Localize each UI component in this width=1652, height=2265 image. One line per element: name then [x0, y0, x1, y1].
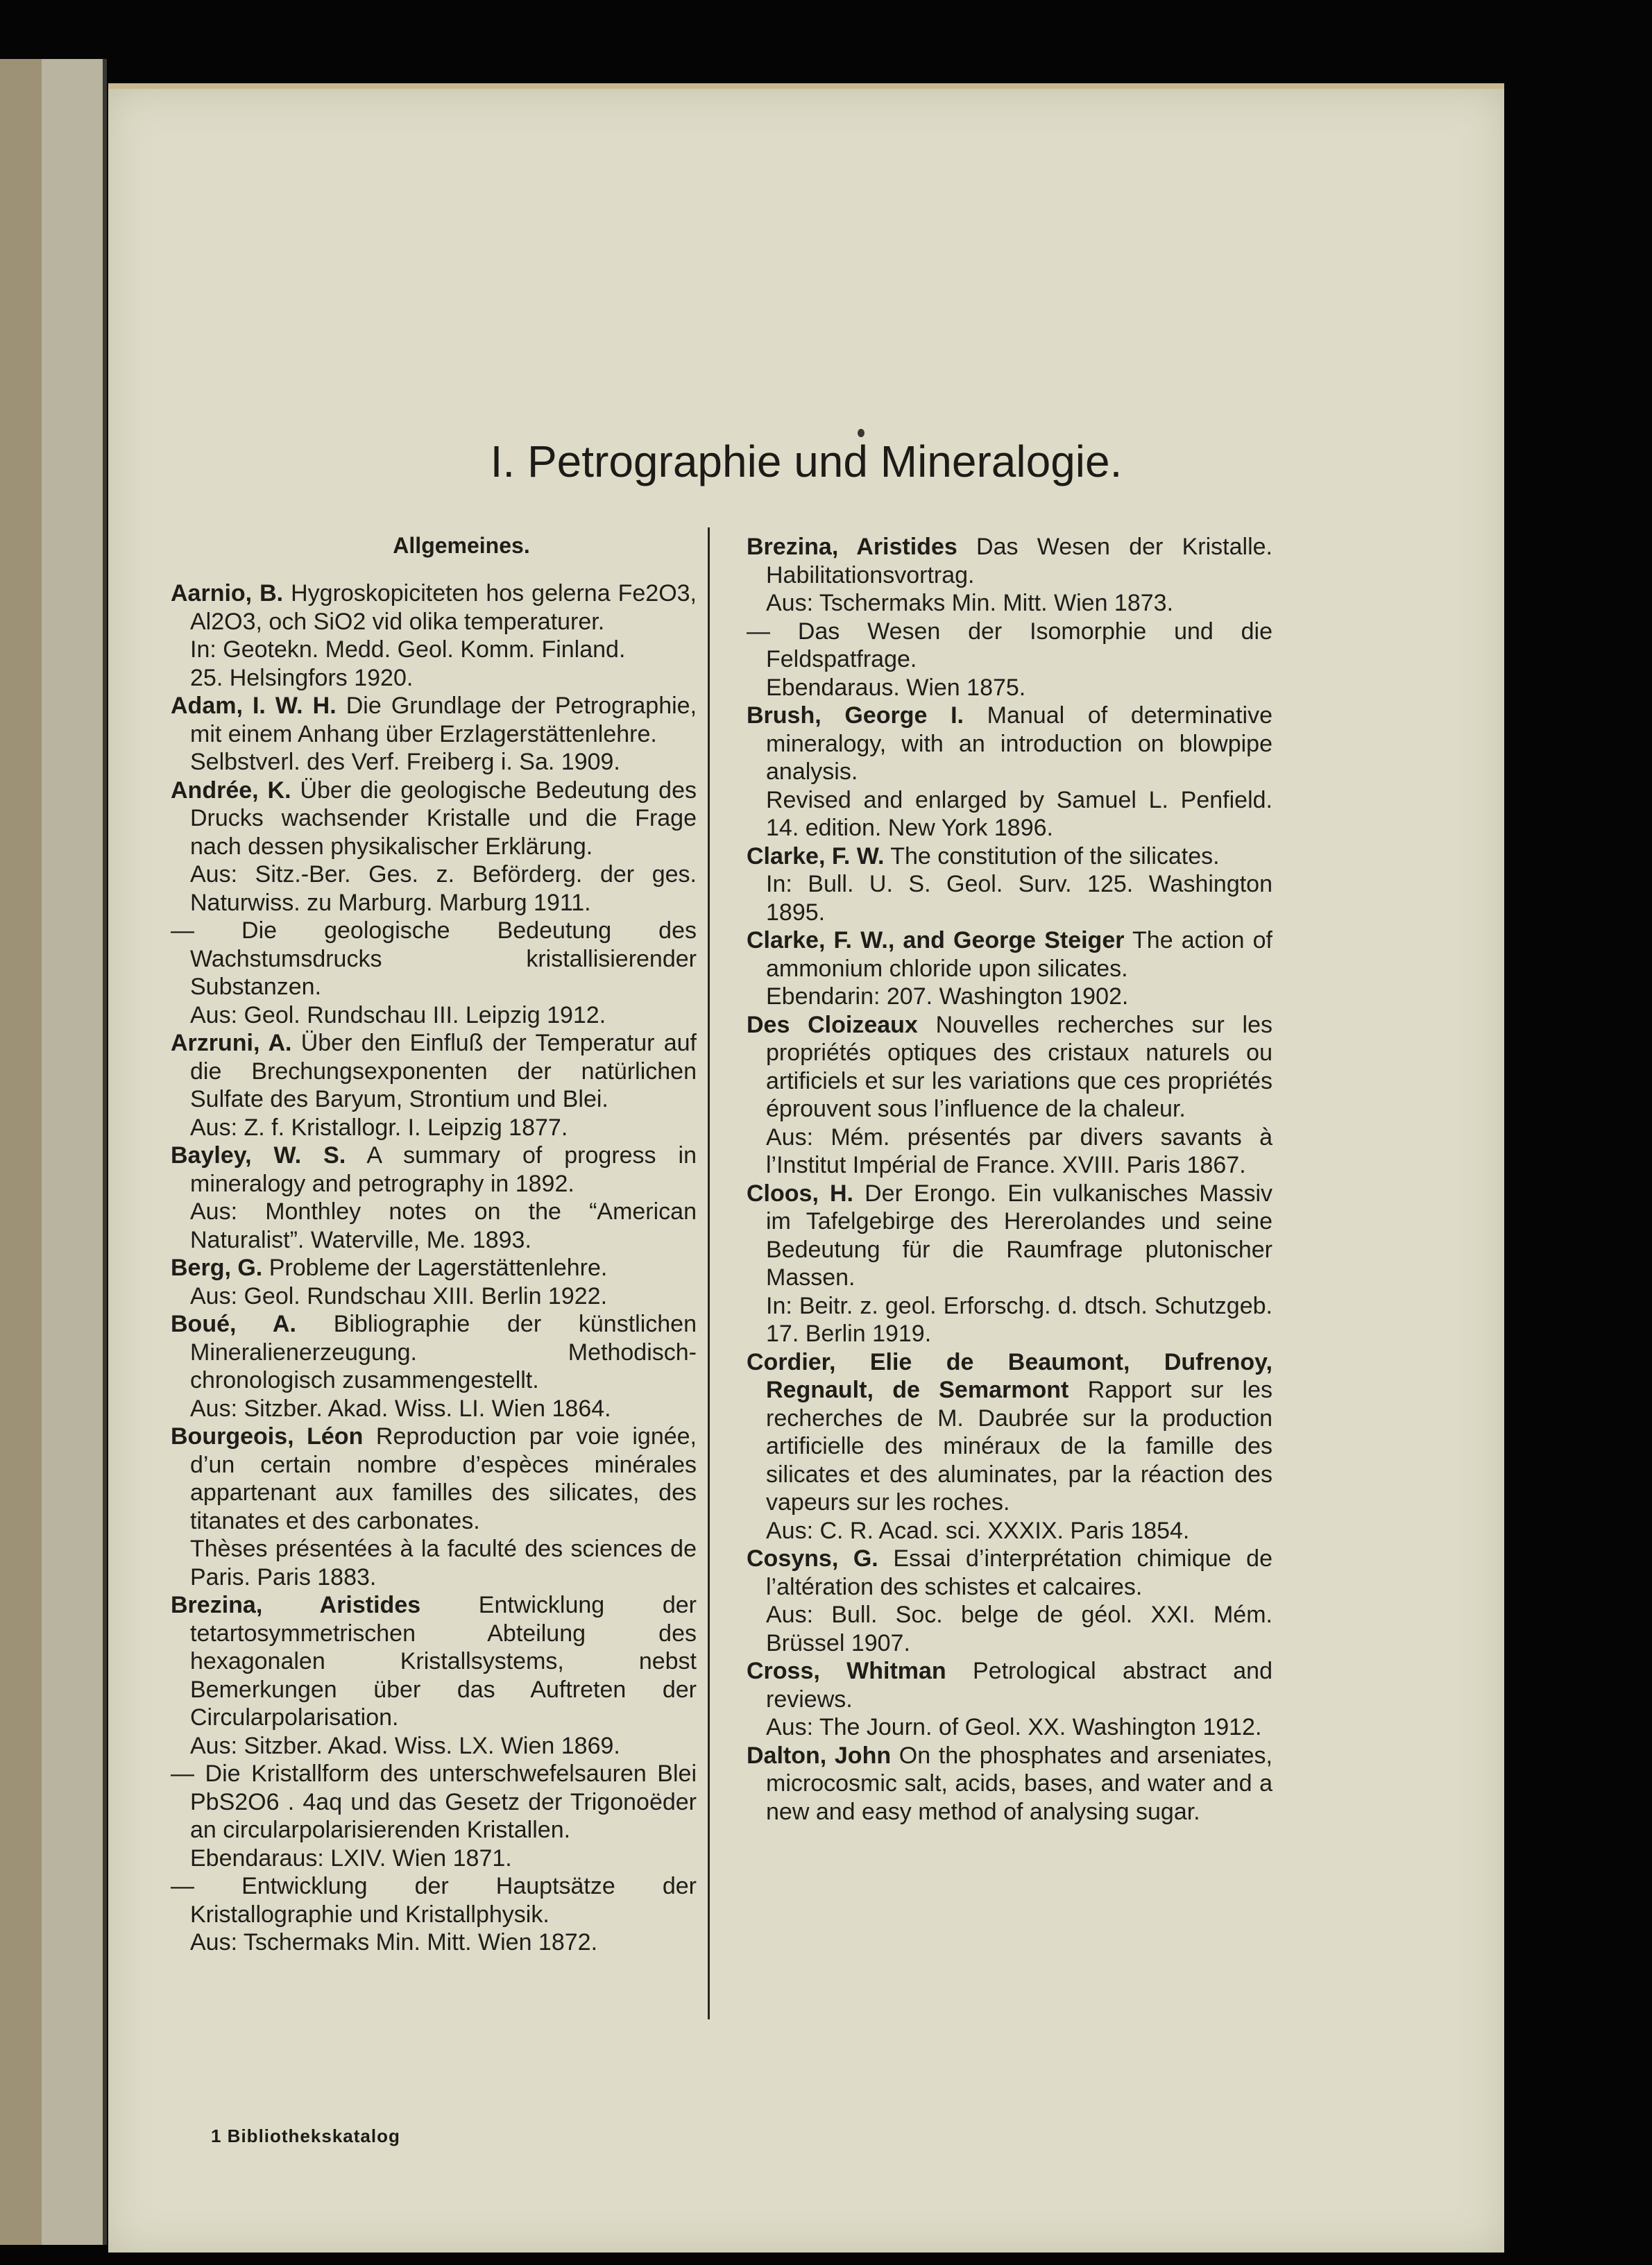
entry-author: Adam, I. W. H.: [171, 693, 337, 719]
entry-author: Cloos, H.: [747, 1180, 854, 1207]
section-title: Allgemeines.: [393, 533, 530, 558]
bibliography-entry: [747, 618, 1272, 702]
column-divider: [708, 527, 710, 2019]
entry-title: Rapport sur les recherches de M. Daubrée sur la production artificielle des minéraux de la famille des silicates et des aluminates, par la réaction des vapeurs sur les roches.: [766, 1377, 1272, 1516]
bibliography-entry: [747, 1180, 1272, 1348]
entry-source: Aus: Sitzber. Akad. Wiss. LX. Wien 1869.: [190, 1732, 620, 1759]
left-column: [171, 533, 697, 1957]
entry-author: Brezina, Aristides: [747, 534, 957, 560]
entry-author: Berg, G.: [171, 1255, 263, 1281]
entry-source: Aus: Bull. Soc. belge de géol. XXI. Mém. Brüssel 1907.: [766, 1602, 1272, 1656]
bibliography-entry: [171, 1310, 697, 1423]
entry-title: — Die Kristallform des unterschwefelsauren Blei PbS2O6 . 4aq und das Gesetz der Trigonoëder an circularpolarisierenden Kristallen.: [171, 1761, 697, 1843]
entry-author: Cordier, Elie de Beaumont, Dufrenoy, Regnault, de Semarmont: [747, 1348, 1272, 1403]
entry-author: Bourgeois, Léon: [171, 1423, 364, 1450]
entry-title: Hygroskopiciteten hos gelerna: [291, 580, 618, 606]
entry-title: The action of ammonium chloride upon silicates.: [766, 927, 1273, 982]
entry-source: Aus: Sitz.-Ber. Ges. z. Beförderg. der ges. Naturwiss. zu Marburg. Marburg 1911.: [190, 861, 697, 916]
right-entries: [747, 533, 1272, 1826]
bibliography-entry: [171, 1029, 697, 1142]
bibliography-entry: [747, 842, 1272, 927]
page: [108, 89, 1504, 2253]
bibliography-entry: [171, 1423, 697, 1591]
entry-title: Bibliographie der künstlichen Mineralienerzeugung. Methodisch-chronologisch zusammengestellt.: [190, 1311, 697, 1393]
bibliography-entry: [747, 1545, 1272, 1657]
entry-title: — Das Wesen der Isomorphie und die Feldspatfrage.: [747, 618, 1272, 672]
entry-title: — Entwicklung der Hauptsätze der Kristallographie und Kristallphysik.: [171, 1873, 697, 1928]
entry-source: Thèses présentées à la faculté des sciences de Paris. Paris 1883.: [190, 1536, 697, 1590]
bibliography-entry: [171, 1142, 697, 1254]
entry-title: Petrological abstract and reviews.: [766, 1658, 1272, 1713]
entry-source: Aus: Tschermaks Min. Mitt. Wien 1872.: [190, 1929, 598, 1956]
entry-source: In: Beitr. z. geol. Erforschg. d. dtsch. Schutzgeb. 17. Berlin 1919.: [766, 1292, 1272, 1347]
entry-author: Cosyns, G.: [747, 1545, 878, 1572]
bibliography-entry: [171, 1760, 697, 1872]
bibliography-entry: [171, 1254, 697, 1310]
entry-title: The constitution of the silicates.: [890, 842, 1220, 869]
entry-author: Bayley, W. S.: [171, 1142, 346, 1169]
entry-source: Aus: Geol. Rundschau XIII. Berlin 1922.: [190, 1282, 608, 1309]
entry-title: Fe2O3, Al2O3, och SiO2 vid olika temperaturer.: [190, 580, 697, 635]
page-footer: 1 Bibliothekskatalog: [211, 2126, 400, 2146]
entry-source: Revised and enlarged by Samuel L. Penfield. 14. edition. New York 1896.: [766, 786, 1272, 841]
entry-source: In: Geotekn. Medd. Geol. Komm. Finland.: [190, 636, 626, 663]
bibliography-entry: [747, 1657, 1272, 1742]
book-spine: [0, 59, 42, 2245]
entry-author: Clarke, F. W.: [747, 842, 885, 869]
entry-title: — Die geologische Bedeutung des Wachstumsdrucks kristallisierender Substanzen.: [171, 917, 697, 1000]
entry-source: Aus: Z. f. Kristallogr. I. Leipzig 1877.: [190, 1114, 568, 1141]
entry-title: Entwicklung der tetartosymmetrischen Abteilung des hexagonalen Kristallsystems, nebst Bemerkungen über das Auftreten der Circularpolarisation.: [190, 1592, 697, 1731]
entry-author: Boué, A.: [171, 1311, 296, 1337]
entry-source: Aus: C. R. Acad. sci. XXXIX. Paris 1854.: [766, 1517, 1190, 1544]
entry-title: Probleme der Lagerstättenlehre.: [269, 1255, 608, 1281]
entry-title: Nouvelles recherches sur les propriétés optiques des cristaux naturels ou artificiels et sur les variations que ces propriétés éprouvent sous l’influence de la chaleur.: [766, 1011, 1272, 1122]
entry-source: Ebendaraus: LXIV. Wien 1871.: [190, 1844, 512, 1872]
entry-author: Arzruni, A.: [171, 1030, 292, 1056]
bibliography-entry: [171, 1872, 697, 1957]
bibliography-entry: [171, 692, 697, 777]
entry-title: Über die geologische Bedeutung des Drucks wachsender Kristalle und die Frage nach dessen physikalischer Erklärung.: [190, 777, 697, 860]
bibliography-entry: [171, 1591, 697, 1760]
entry-source: In: Bull. U. S. Geol. Surv. 125. Washington 1895.: [766, 871, 1272, 926]
entry-author: Brezina, Aristides: [171, 1592, 421, 1618]
entry-title: Essai d’interprétation chimique de l’altération des schistes et calcaires.: [766, 1545, 1272, 1600]
bibliography-entry: [171, 777, 697, 917]
entry-source: Aus: Mém. présentés par divers savants à l’Institut Impérial de France. XVIII. Paris 1867.: [766, 1123, 1272, 1178]
entry-source: Aus: The Journ. of Geol. XX. Washington 1912.: [766, 1714, 1262, 1740]
bibliography-entry: [747, 702, 1272, 842]
entry-source: Aus: Tschermaks Min. Mitt. Wien 1873.: [766, 590, 1174, 616]
bibliography-entry: [747, 533, 1272, 618]
entry-title: Manual of determinative mineralogy, with an introduction on blowpipe analysis.: [766, 702, 1272, 785]
entry-author: Brush, George I.: [747, 702, 964, 729]
page-heading: I. Petrographie und Mineralogie.: [490, 436, 1123, 486]
entry-title: A summary of progress in mineralogy and petrography in 1892.: [190, 1142, 697, 1197]
entry-source: Selbstverl. des Verf. Freiberg i. Sa. 1909.: [190, 749, 620, 775]
bibliography-entry: [747, 1742, 1272, 1826]
entry-source: Ebendarin: 207. Washington 1902.: [766, 983, 1129, 1010]
entry-title: Die Grundlage der Petrographie, mit einem Anhang über Erzlagerstättenlehre.: [190, 693, 697, 747]
bibliography-entry: [747, 1348, 1272, 1545]
entry-author: Aarnio, B.: [171, 580, 284, 606]
entry-title: Das Wesen der Kristalle. Habilitationsvortrag.: [766, 534, 1272, 588]
bibliography-entry: [171, 579, 697, 692]
entry-source: Aus: Geol. Rundschau III. Leipzig 1912.: [190, 1001, 606, 1028]
bibliography-entry: [171, 917, 697, 1029]
entry-source: Ebendaraus. Wien 1875.: [766, 674, 1026, 701]
entry-author: Dalton, John: [747, 1742, 892, 1769]
bibliography-entry: [747, 926, 1272, 1011]
entry-author: Andrée, K.: [171, 777, 291, 804]
entry-source: Aus: Sitzber. Akad. Wiss. LI. Wien 1864.: [190, 1395, 611, 1422]
right-column: [747, 533, 1272, 1826]
entry-source: 25. Helsingfors 1920.: [190, 664, 414, 691]
entry-author: Cross, Whitman: [747, 1658, 946, 1684]
entry-title: Über den Einfluß der Temperatur auf die Brechungsexponenten der natürlichen Sulfate des Baryum, Strontium und Blei.: [190, 1030, 697, 1112]
left-entries: [171, 579, 697, 1957]
entry-title: On the phosphates and arseniates, microcosmic salt, acids, bases, and water and a new and easy method of analysing sugar.: [766, 1742, 1272, 1825]
entry-author: Des Cloizeaux: [747, 1011, 918, 1038]
entry-title: Reproduction par voie ignée, d’un certain nombre d’espèces minérales appartenant aux familles des silicates, des titanates et des carbonates.: [190, 1423, 697, 1534]
entry-author: Clarke, F. W., and George Steiger: [747, 927, 1125, 953]
entry-source: Aus: Monthley notes on the “American Naturalist”. Waterville, Me. 1893.: [190, 1198, 697, 1253]
entry-title: Der Erongo. Ein vulkanisches Massiv im Tafelgebirge des Hererolandes und seine Bedeutung für die Raumfrage plutonischer Massen.: [766, 1180, 1273, 1291]
bibliography-entry: [747, 1011, 1272, 1180]
